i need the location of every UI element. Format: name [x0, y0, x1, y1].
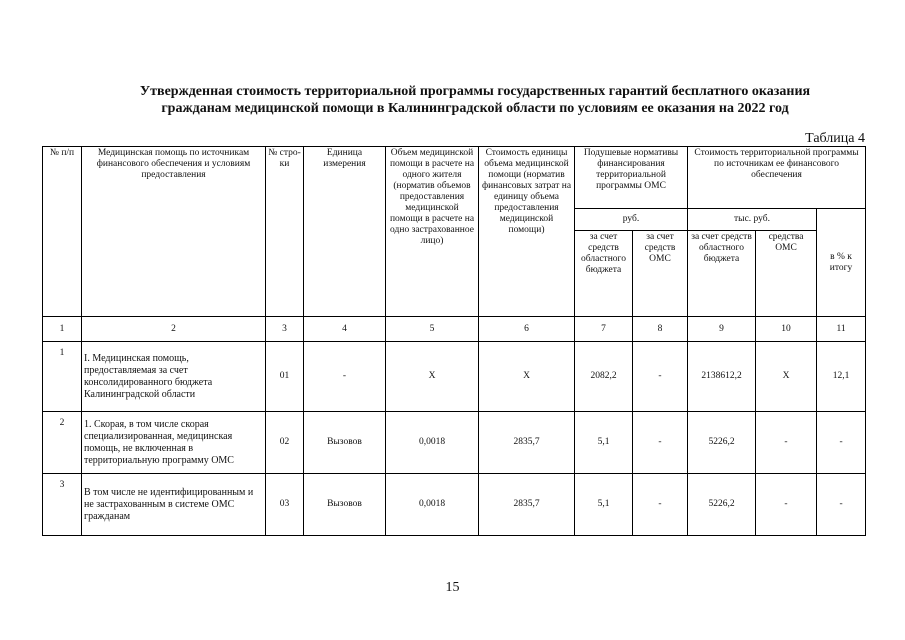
cell-num: 3 — [43, 474, 82, 536]
title-line-1: Утвержденная стоимость территориальной программы государственных гарантий бесплатного оказания — [139, 84, 811, 99]
cell-percent: 12,1 — [817, 342, 866, 412]
header-oms-funds: за счет средств ОМС — [633, 231, 688, 317]
header-num: № п/п — [43, 147, 82, 317]
cell-row-no: 01 — [266, 342, 304, 412]
column-number: 10 — [756, 317, 817, 342]
cell-volume: X — [386, 342, 479, 412]
cell-num: 2 — [43, 412, 82, 474]
cell-unit: Вызовов — [304, 412, 386, 474]
column-number: 9 — [688, 317, 756, 342]
cell-cost-oms: - — [756, 412, 817, 474]
title-line-2: гражданам медицинской помощи в Калининградской области по условиям ее оказания на 2022 год — [161, 101, 789, 116]
cell-desc: 1. Скорая, в том числе скорая специализированная, медицинская помощь, не включенная в территориальную программу ОМС — [82, 412, 266, 474]
column-number: 2 — [82, 317, 266, 342]
column-number: 3 — [266, 317, 304, 342]
cell-pc-budget: 5,1 — [575, 412, 633, 474]
cell-percent: - — [817, 412, 866, 474]
column-number: 1 — [43, 317, 82, 342]
header-unit: Единица измерения — [304, 147, 386, 317]
cell-num: 1 — [43, 342, 82, 412]
column-number: 7 — [575, 317, 633, 342]
column-number: 5 — [386, 317, 479, 342]
cell-desc: I. Медицинская помощь, предоставляемая за счет консолидированного бюджета Калининградской области — [82, 342, 266, 412]
header-percent: в % к итогу — [817, 209, 866, 317]
cell-volume: 0,0018 — [386, 474, 479, 536]
header-thous-rub: тыс. руб. — [688, 209, 817, 231]
column-number: 8 — [633, 317, 688, 342]
cell-row-no: 02 — [266, 412, 304, 474]
cell-cost: 2835,7 — [479, 474, 575, 536]
cell-cost: X — [479, 342, 575, 412]
cell-pc-budget: 2082,2 — [575, 342, 633, 412]
header-rub: руб. — [575, 209, 688, 231]
column-number: 4 — [304, 317, 386, 342]
header-cost: Стоимость единицы объема медицинской помощи (норматив финансовых затрат на единицу объема предоставления медицинской помощи) — [479, 147, 575, 317]
cell-cost-budget: 2138612,2 — [688, 342, 756, 412]
cell-unit: Вызовов — [304, 474, 386, 536]
page-number: 15 — [445, 580, 460, 595]
cell-cost: 2835,7 — [479, 412, 575, 474]
cell-percent: - — [817, 474, 866, 536]
cell-cost-oms: - — [756, 474, 817, 536]
document-title — [60, 83, 890, 117]
cell-pc-oms: - — [633, 342, 688, 412]
table-row — [43, 412, 866, 474]
header-volume: Объем медицинской помощи в расчете на одного жителя (норматив объемов предоставления медицинской помощи в расчете на одно застрахованное лицо) — [386, 147, 479, 317]
table-label: Таблица 4 — [805, 131, 865, 146]
cell-unit: - — [304, 342, 386, 412]
header-program-cost: Стоимость территориальной программы по источникам ее финансового обеспечения — [688, 147, 866, 209]
header-per-capita: Подушевые нормативы финансирования территориальной программы ОМС — [575, 147, 688, 209]
table-row — [43, 474, 866, 536]
header-regional-budget-2: за счет средств областного бюджета — [688, 231, 756, 317]
cell-cost-oms: X — [756, 342, 817, 412]
cell-cost-budget: 5226,2 — [688, 412, 756, 474]
table-row — [43, 342, 866, 412]
cell-volume: 0,0018 — [386, 412, 479, 474]
cell-pc-oms: - — [633, 412, 688, 474]
cell-desc: В том числе не идентифицированным и не застрахованным в системе ОМС гражданам — [82, 474, 266, 536]
header-care: Медицинская помощь по источникам финансового обеспечения и условиям предоставления — [82, 147, 266, 317]
cost-table — [42, 146, 866, 536]
cell-pc-oms: - — [633, 474, 688, 536]
cell-cost-budget: 5226,2 — [688, 474, 756, 536]
header-oms-funds-2: средства ОМС — [756, 231, 817, 317]
cell-pc-budget: 5,1 — [575, 474, 633, 536]
cell-row-no: 03 — [266, 474, 304, 536]
column-number: 6 — [479, 317, 575, 342]
header-row-no: № стро-ки — [266, 147, 304, 317]
column-number: 11 — [817, 317, 866, 342]
header-regional-budget: за счет средств областного бюджета — [575, 231, 633, 317]
column-number-row — [43, 317, 866, 342]
